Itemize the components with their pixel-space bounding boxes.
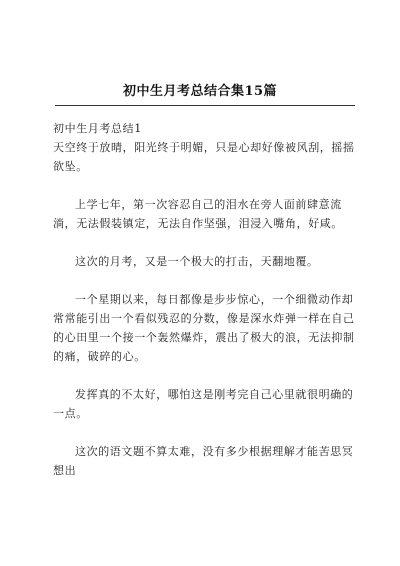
paragraph-4: 一个星期以来，每日都像是步步惊心，一个细微动作却常常能引出一个看似残忍的分数，像是深水炸弹一样在自己的心田里一个接一个轰然爆炸，震出了极大的浪，无法抑制的痛，破碎的心。	[53, 293, 355, 363]
paragraph-5: 发挥真的不太好，哪怕这是刚考完自己心里就很明确的一点。	[53, 388, 354, 420]
paragraph-2: 上学七年，第一次容忍自己的泪水在旁人面前肆意流淌，无法假装镇定，无法自作坚强，泪浸入嘴角，好咸。	[53, 198, 343, 230]
paragraph-1: 天空终于放晴，阳光终于明媚，只是心却好像被风刮，摇摇欲坠。	[53, 141, 355, 173]
section-heading: 初中生月考总结1	[53, 122, 142, 135]
document-title: 初中生月考总结合集15篇	[122, 84, 278, 99]
title-divider	[55, 105, 355, 106]
document-body	[53, 119, 359, 480]
paragraph-6: 这次的语文题不算太难，没有多少根据理解才能苦思冥想出	[53, 445, 354, 477]
paragraph-3: 这次的月考，又是一个极大的打击，天翻地覆。	[75, 255, 319, 268]
